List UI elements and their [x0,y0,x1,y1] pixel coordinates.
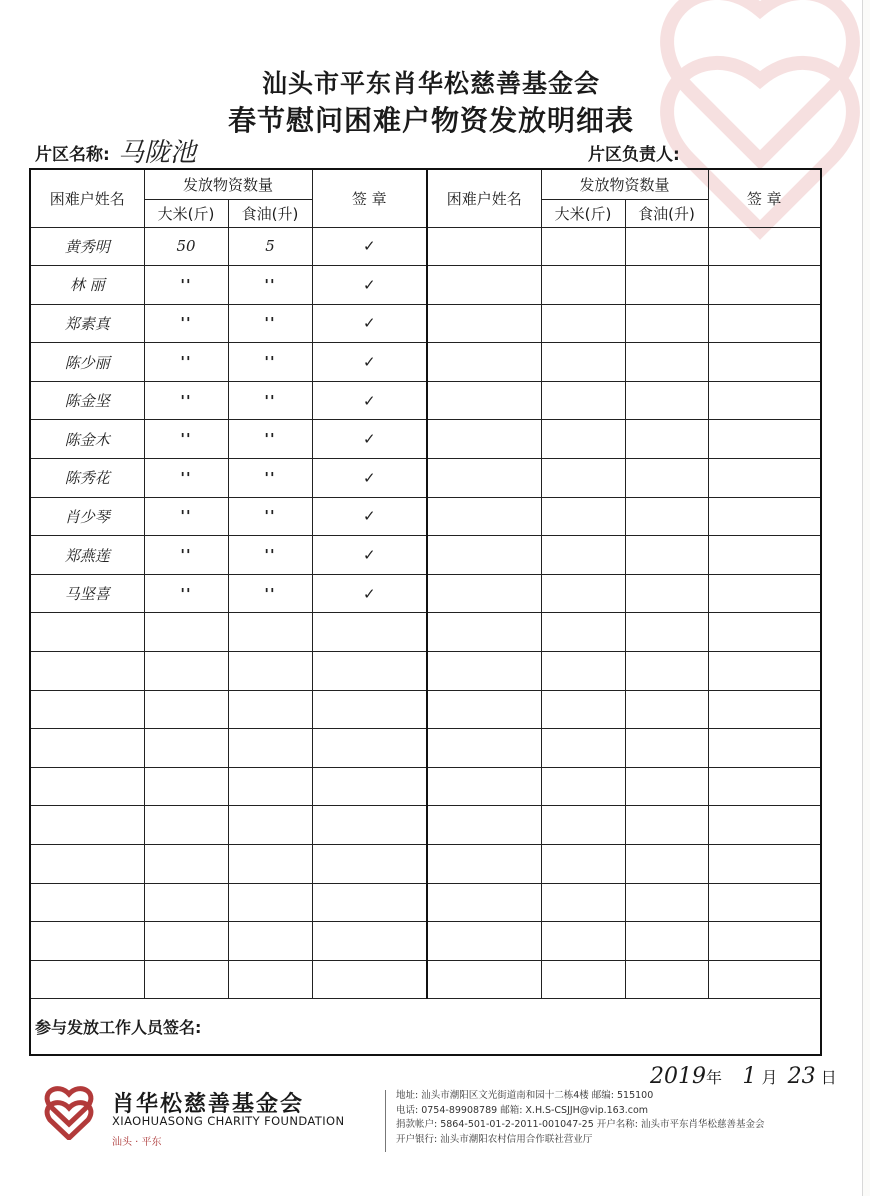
sign-check-right[interactable] [708,767,821,806]
recipient-name-right[interactable] [427,922,541,961]
recipient-name-right[interactable] [427,497,541,536]
oil-amount-right[interactable] [625,343,708,382]
sign-check-right[interactable] [708,806,821,845]
header-sign-right: 签 章 [708,169,821,227]
header-name-right: 困难户姓名 [427,169,541,227]
sign-check[interactable] [312,883,427,922]
rice-amount-right[interactable] [541,806,625,845]
oil-amount[interactable] [228,845,312,884]
rice-amount-right[interactable] [541,459,625,498]
recipient-name-right[interactable] [427,806,541,845]
table-row [30,767,821,806]
recipient-name[interactable]: 林 丽 [30,266,144,305]
oil-amount[interactable]: '' [228,497,312,536]
oil-amount-right[interactable] [625,574,708,613]
rice-amount-right[interactable] [541,497,625,536]
rice-amount[interactable]: '' [144,497,228,536]
sign-check[interactable] [312,806,427,845]
rice-amount-right[interactable] [541,767,625,806]
sign-check[interactable] [312,960,427,999]
table-row [30,459,821,498]
header-rice-right: 大米(斤) [541,199,625,227]
sign-check-right[interactable] [708,613,821,652]
table-row [30,922,821,961]
staff-signature-label[interactable]: 参与发放工作人员签名: [30,999,821,1055]
footer-contact: 电话: 0754-89908789 邮箱: X.H.S-CSJJH@vip.163.com [396,1104,649,1116]
table-row [30,883,821,922]
recipient-name-right[interactable] [427,266,541,305]
table-row [30,690,821,729]
date-day-unit: 日 [820,1068,837,1087]
rice-amount[interactable]: '' [144,304,228,343]
oil-amount-right[interactable] [625,497,708,536]
recipient-name[interactable]: 郑素真 [30,304,144,343]
sign-check-right[interactable] [708,459,821,498]
rice-amount[interactable] [144,613,228,652]
table-row [30,613,821,652]
rice-amount[interactable] [144,845,228,884]
rice-amount[interactable]: '' [144,420,228,459]
recipient-name[interactable]: 肖少琴 [30,497,144,536]
rice-amount[interactable]: 50 [144,227,228,266]
rice-amount[interactable]: '' [144,536,228,575]
rice-amount-right[interactable] [541,420,625,459]
recipient-name[interactable]: 陈金木 [30,420,144,459]
oil-amount[interactable]: '' [228,304,312,343]
sign-check[interactable]: ✓ [312,497,427,536]
table-row [30,652,821,691]
rice-amount-right[interactable] [541,266,625,305]
header-oil-right: 食油(升) [625,199,708,227]
rice-amount-right[interactable] [541,922,625,961]
distribution-table [29,168,822,1056]
sign-check-right[interactable] [708,304,821,343]
sign-check[interactable] [312,922,427,961]
recipient-name[interactable]: 郑燕莲 [30,536,144,575]
recipient-name-right[interactable] [427,227,541,266]
oil-amount-right[interactable] [625,459,708,498]
sign-check-right[interactable] [708,922,821,961]
recipient-name[interactable] [30,806,144,845]
recipient-name-right[interactable] [427,883,541,922]
oil-amount[interactable] [228,729,312,768]
rice-amount[interactable]: '' [144,574,228,613]
sign-check-right[interactable] [708,343,821,382]
sign-check[interactable] [312,767,427,806]
rice-amount[interactable]: '' [144,459,228,498]
recipient-name[interactable]: 马坚喜 [30,574,144,613]
sign-check[interactable]: ✓ [312,343,427,382]
rice-amount[interactable] [144,767,228,806]
recipient-name-right[interactable] [427,536,541,575]
sign-check-right[interactable] [708,227,821,266]
org-city: 汕头 · 平东 [112,1137,162,1148]
table-row [30,536,821,575]
table-row [30,304,821,343]
table-row [30,960,821,999]
org-name-cn: 肖华松慈善基金会 [112,1092,305,1117]
oil-amount-right[interactable] [625,845,708,884]
recipient-name[interactable]: 陈金坚 [30,381,144,420]
oil-amount[interactable] [228,960,312,999]
district-label: 片区名称: [35,145,110,165]
table-row [30,381,821,420]
sign-check-right[interactable] [708,266,821,305]
footer-bank: 开户银行: 汕头市潮阳农村信用合作联社营业厅 [396,1133,593,1145]
oil-amount[interactable] [228,690,312,729]
oil-amount-right[interactable] [625,381,708,420]
recipient-name[interactable] [30,652,144,691]
rice-amount-right[interactable] [541,883,625,922]
recipient-name[interactable]: 黄秀明 [30,227,144,266]
recipient-name[interactable]: 陈秀花 [30,459,144,498]
manager-label: 片区负责人: [588,145,680,165]
footer-address: 地址: 汕头市潮阳区文光街道南和园十二栋4楼 邮编: 515100 [396,1090,654,1101]
footer-info [396,1089,765,1147]
sign-check-right[interactable] [708,883,821,922]
recipient-name-right[interactable] [427,343,541,382]
date-line [650,1064,837,1089]
sign-check-right[interactable] [708,845,821,884]
oil-amount-right[interactable] [625,420,708,459]
rice-amount[interactable] [144,922,228,961]
header-oil: 食油(升) [228,199,312,227]
oil-amount[interactable]: 5 [228,227,312,266]
sign-check[interactable]: ✓ [312,227,427,266]
sign-check-right[interactable] [708,690,821,729]
sign-check[interactable]: ✓ [312,459,427,498]
oil-amount[interactable] [228,767,312,806]
rice-amount[interactable] [144,806,228,845]
oil-amount-right[interactable] [625,767,708,806]
recipient-name-right[interactable] [427,574,541,613]
header-supplies: 发放物资数量 [144,169,312,199]
sign-check-right[interactable] [708,497,821,536]
recipient-name-right[interactable] [427,960,541,999]
recipient-name[interactable] [30,922,144,961]
oil-amount-right[interactable] [625,729,708,768]
staff-signature-row [30,999,821,1055]
sign-check-right[interactable] [708,960,821,999]
table-header-row [30,169,821,199]
footer-account: 捐款帐户: 5864-501-01-2-2011-001047-25 开户名称: 汕头市平东肖华松慈善基金会 [396,1119,765,1130]
rice-amount[interactable]: '' [144,381,228,420]
rice-amount-right[interactable] [541,381,625,420]
oil-amount-right[interactable] [625,613,708,652]
oil-amount-right[interactable] [625,304,708,343]
sign-check[interactable] [312,652,427,691]
sign-check[interactable]: ✓ [312,304,427,343]
sign-check[interactable] [312,845,427,884]
oil-amount-right[interactable] [625,883,708,922]
rice-amount[interactable] [144,729,228,768]
sign-check[interactable]: ✓ [312,574,427,613]
oil-amount-right[interactable] [625,690,708,729]
oil-amount[interactable]: '' [228,459,312,498]
sign-check-right[interactable] [708,652,821,691]
oil-amount-right[interactable] [625,227,708,266]
oil-amount[interactable]: '' [228,266,312,305]
rice-amount-right[interactable] [541,536,625,575]
rice-amount-right[interactable] [541,960,625,999]
table-row [30,227,821,266]
date-day[interactable]: 23 [787,1064,816,1089]
oil-amount-right[interactable] [625,806,708,845]
district-value[interactable]: 马陇池 [118,138,197,168]
sign-check[interactable]: ✓ [312,266,427,305]
rice-amount[interactable] [144,883,228,922]
recipient-name[interactable] [30,767,144,806]
rice-amount[interactable]: '' [144,343,228,382]
recipient-name-right[interactable] [427,845,541,884]
form-title-main: 春节慰问困难户物资发放明细表 [227,104,634,137]
header-name: 困难户姓名 [30,169,144,227]
oil-amount[interactable] [228,922,312,961]
recipient-name-right[interactable] [427,729,541,768]
recipient-name[interactable] [30,690,144,729]
date-month[interactable]: 1 [742,1064,757,1089]
oil-amount[interactable]: '' [228,420,312,459]
recipient-name-right[interactable] [427,652,541,691]
rice-amount-right[interactable] [541,845,625,884]
recipient-name-right[interactable] [427,613,541,652]
oil-amount[interactable] [228,806,312,845]
recipient-name-right[interactable] [427,690,541,729]
foundation-logo-icon [36,1080,102,1140]
rice-amount-right[interactable] [541,227,625,266]
rice-amount-right[interactable] [541,690,625,729]
oil-amount-right[interactable] [625,652,708,691]
oil-amount-right[interactable] [625,922,708,961]
rice-amount-right[interactable] [541,652,625,691]
header-rice: 大米(斤) [144,199,228,227]
sign-check-right[interactable] [708,729,821,768]
recipient-name[interactable] [30,960,144,999]
table-body [30,227,821,999]
recipient-name-right[interactable] [427,767,541,806]
rice-amount[interactable] [144,690,228,729]
sign-check-right[interactable] [708,381,821,420]
sign-check-right[interactable] [708,574,821,613]
sign-check[interactable] [312,690,427,729]
oil-amount[interactable] [228,652,312,691]
rice-amount[interactable] [144,652,228,691]
sign-check[interactable]: ✓ [312,420,427,459]
oil-amount[interactable]: '' [228,343,312,382]
recipient-name[interactable] [30,883,144,922]
recipient-name-right[interactable] [427,304,541,343]
rice-amount-right[interactable] [541,574,625,613]
table-row [30,574,821,613]
oil-amount[interactable] [228,883,312,922]
sign-check[interactable]: ✓ [312,536,427,575]
sign-check[interactable] [312,613,427,652]
recipient-name-right[interactable] [427,381,541,420]
rice-amount-right[interactable] [541,304,625,343]
table-row [30,845,821,884]
recipient-name[interactable] [30,729,144,768]
sign-check-right[interactable] [708,536,821,575]
date-year-unit: 年 [706,1068,723,1087]
recipient-name-right[interactable] [427,420,541,459]
date-month-unit: 月 [761,1068,778,1087]
rice-amount[interactable]: '' [144,266,228,305]
table-row [30,420,821,459]
rice-amount-right[interactable] [541,343,625,382]
sign-check[interactable]: ✓ [312,381,427,420]
table-row [30,343,821,382]
org-name-en: XIAOHUASONG CHARITY FOUNDATION [112,1114,345,1128]
rice-amount-right[interactable] [541,613,625,652]
oil-amount[interactable] [228,613,312,652]
form-title-organization: 汕头市平东肖华松慈善基金会 [261,69,600,98]
oil-amount-right[interactable] [625,536,708,575]
recipient-name-right[interactable] [427,459,541,498]
oil-amount-right[interactable] [625,960,708,999]
oil-amount[interactable]: '' [228,381,312,420]
footer-divider [385,1090,386,1152]
table-row [30,729,821,768]
table-row [30,497,821,536]
oil-amount[interactable]: '' [228,536,312,575]
rice-amount-right[interactable] [541,729,625,768]
table-row [30,806,821,845]
recipient-name[interactable] [30,845,144,884]
date-year[interactable]: 2019 [650,1064,706,1089]
recipient-name[interactable] [30,613,144,652]
recipient-name[interactable]: 陈少丽 [30,343,144,382]
sign-check-right[interactable] [708,420,821,459]
rice-amount[interactable] [144,960,228,999]
oil-amount[interactable]: '' [228,574,312,613]
table-row [30,266,821,305]
header-supplies-right: 发放物资数量 [541,169,708,199]
sign-check[interactable] [312,729,427,768]
header-sign: 签 章 [312,169,427,227]
oil-amount-right[interactable] [625,266,708,305]
